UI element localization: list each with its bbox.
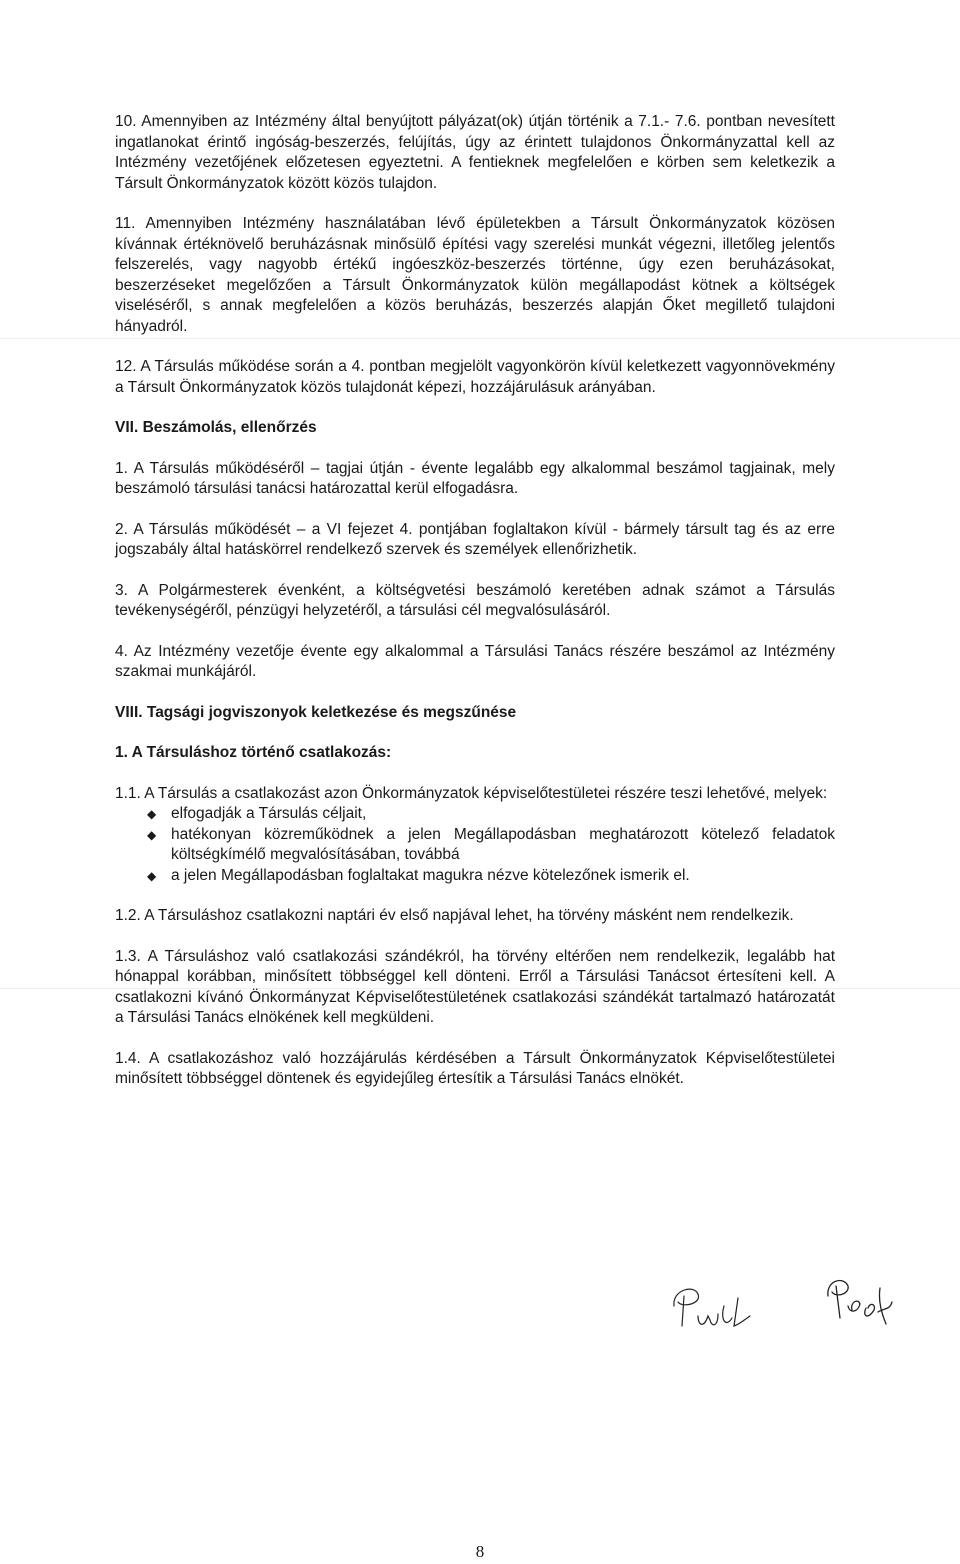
paragraph-1-2: 1.2. A Társuláshoz csatlakozni naptári év első napjával lehet, ha törvény másként nem rendelkezik.: [115, 907, 794, 924]
list-item: [147, 866, 835, 887]
paragraph-1-3: 1.3. A Társuláshoz való csatlakozási szándékról, ha törvény eltérően nem rendelkezik, legalább hat hónappal korábban, minősített többséggel kell dönteni. Erről a Társulási Tanácsot értesíteni kell. A csatlakozni kívánó Önkormányzat Képviselőtestületének csatlakozási szándékát tartalmazó határozatát a Társulási Tanács elnökének kell megküldeni.: [115, 947, 835, 1026]
signature-left-image: [664, 1276, 764, 1336]
bullet-diamond-icon: ◆: [147, 807, 157, 821]
paragraph-11: 11. Amennyiben Intézmény használatában lévő épületekben a Társult Önkormányzatok közösen kívánnak értéknövelő beruházásnak minősülő építési vagy szerelési munkát végezni, illetőleg jelentős felszerelés, vagy nagyobb értékű ingóeszköz-beszerzés történne, úgy ezen beruházásokat, beszerzéseket megelőzően a Társult Önkormányzatok külön megállapodást kötnek a költségek viseléséről, s annak megfelelően a közös beruházás, beszerzés alapján Őket megillető tulajdoni hányadról.: [115, 215, 835, 335]
section-vii-paragraph-1: 1. A Társulás működéséről – tagjai útján - évente legalább egy alkalommal beszámol tagjainak, mely beszámoló társulási tanácsi határozattal kerül elfogadásra.: [115, 459, 835, 497]
section-viii-title: VIII. Tagsági jogviszonyok keletkezése és megszűnése: [115, 703, 517, 721]
paragraph-10: 10. Amennyiben az Intézmény által benyújtott pályázat(ok) útján történik a 7.1.- 7.6. pontban nevesített ingatlanokat érintő ingóság-beszerzés, felújítás, úgy az érintett tulajdonos Önkormányzattal kell az Intézmény vezetőjének előzetesen egyeztetni. A fentieknek megfelelően e körben sem keletkezik a Társult Önkormányzatok között közös tulajdon.: [115, 113, 835, 192]
list-item: [147, 804, 835, 825]
list-item-text: hatékonyan közreműködnek a jelen Megállapodásban meghatározott kötelező feladatok költségkímélő megvalósításában, továbbá: [171, 825, 835, 863]
list-item: [147, 825, 835, 866]
bullet-diamond-icon: ◆: [147, 827, 157, 842]
document-body: [115, 112, 835, 1090]
section-vii-paragraph-2: 2. A Társulás működését – a VI fejezet 4. pontjában foglaltakon kívül - bármely társult tag és az erre jogszabály által hatáskörrel rendelkező szervek és személyek ellenőrizhetik.: [115, 520, 835, 558]
list-item-text: a jelen Megállapodásban foglaltakat magukra nézve kötelezőnek ismerik el.: [171, 866, 690, 884]
paragraph-1-1: 1.1. A Társulás a csatlakozást azon Önkormányzatok képviselőtestületei részére teszi lehetővé, melyek:: [115, 784, 828, 802]
list-item-text: elfogadják a Társulás céljait,: [171, 805, 367, 822]
section-vii-paragraph-3: 3. A Polgármesterek évenként, a költségvetési beszámoló keretében adnak számot a Társulás tevékenységéről, pénzügyi helyzetéről, a társulási cél megvalósulásáról.: [115, 581, 835, 619]
section-vii-paragraph-4: 4. Az Intézmény vezetője évente egy alkalommal a Társulási Tanács részére beszámol az Intézmény szakmai munkájáról.: [115, 642, 835, 680]
signature-right-image: [820, 1268, 910, 1328]
paragraph-12: 12. A Társulás működése során a 4. pontban megjelölt vagyonkörön kívül keletkezett vagyonnövekmény a Társult Önkormányzatok közös tulajdonát képezi, hozzájárulásuk arányában.: [115, 358, 835, 396]
paragraph-1-4: 1.4. A csatlakozáshoz való hozzájárulás kérdésében a Társult Önkormányzatok Képviselőtestületei minősített többséggel döntenek és egyidejűleg értesítik a Társulási Tanács elnökét.: [115, 1049, 835, 1087]
page-number: 8: [475, 1542, 485, 1561]
section-vii-title: VII. Beszámolás, ellenőrzés: [115, 419, 317, 436]
section-viii-subtitle: 1. A Társuláshoz történő csatlakozás:: [115, 744, 392, 761]
conditions-list: [115, 804, 835, 886]
bullet-diamond-icon: ◆: [147, 868, 157, 883]
